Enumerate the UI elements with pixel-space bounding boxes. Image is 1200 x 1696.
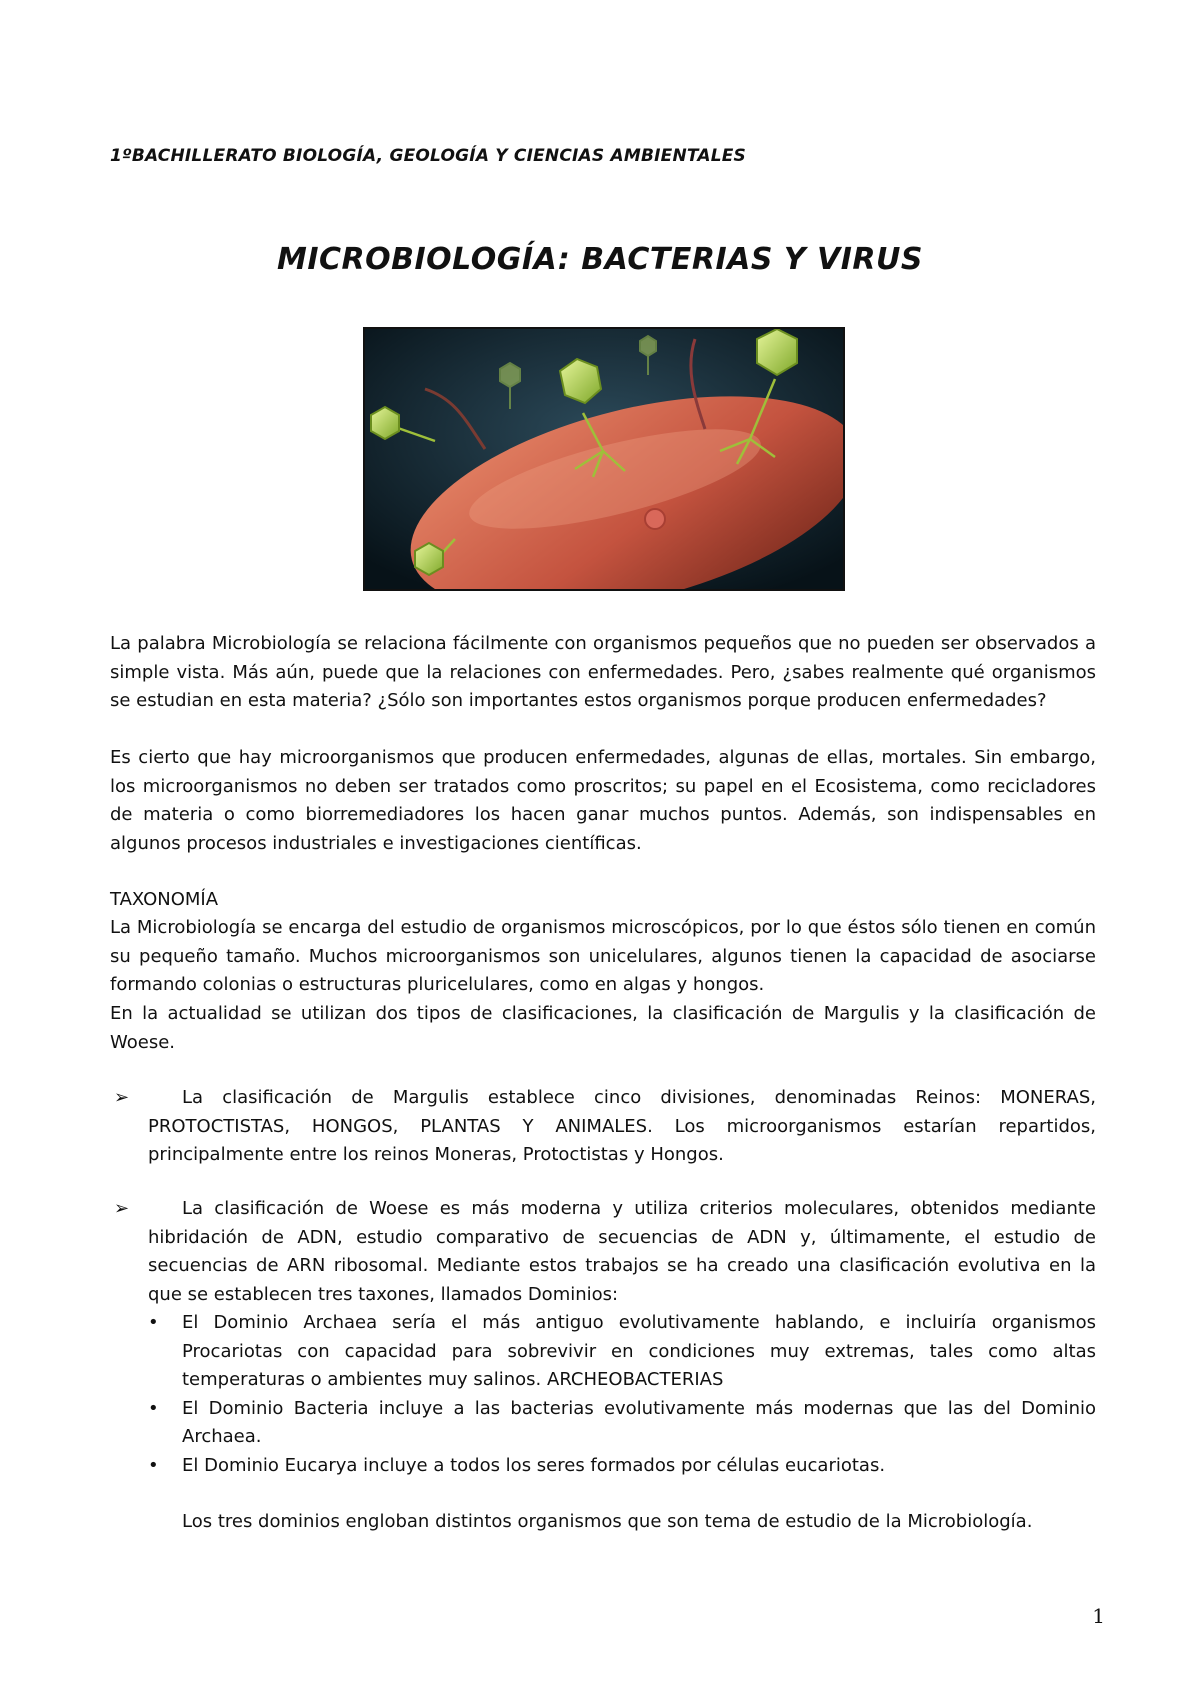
bacteriophage-illustration-icon xyxy=(365,329,843,589)
taxonomy-paragraph: La Microbiología se encarga del estudio de organismos microscópicos, por lo que éstos sólo tienen en común su pequeño tamaño. Muchos microorganismos son unicelulares, algunos tienen la capacidad de asociarse formando colonias o estructuras pluricelulares, como en algas y hongos. xyxy=(110,917,1096,995)
page-title: MICROBIOLOGÍA: BACTERIAS Y VIRUS xyxy=(277,242,923,277)
list-item-text: El Dominio Archaea sería el más antiguo evolutivamente hablando, e incluiría organismos Procariotas con capacidad para sobrevivir en condiciones muy extremas, tales como altas temperaturas o ambientes muy salinos. ARCHEOBACTERIAS xyxy=(182,1312,1096,1390)
bacteriophage-figure xyxy=(363,327,845,591)
list-item-bacteria xyxy=(148,1395,1096,1452)
arrow-bullet-icon: ➢ xyxy=(114,1198,130,1219)
taxonomy-heading: TAXONOMÍA xyxy=(110,889,219,910)
list-item-eucarya xyxy=(148,1452,1096,1481)
list-item-text: La clasificación de Margulis establece cinco divisiones, denominadas Reinos: MONERAS, PROTOCTISTAS, HONGOS, PLANTAS Y ANIMALES. Los microorganismos estarían repartidos, principalmente entre los reinos Moneras, Protoctistas y Hongos. xyxy=(148,1087,1096,1165)
intro-paragraph: La palabra Microbiología se relaciona fácilmente con organismos pequeños que no pueden ser observados a simple vista. Más aún, puede que la relaciones con enfermedades. Pero, ¿sabes realmente qué organismos se estudian en esta materia? ¿Sólo son importantes estos organismos porque producen enfermedades? xyxy=(110,633,1096,711)
microorganisms-paragraph: Es cierto que hay microorganismos que producen enfermedades, algunas de ellas, mortales. Sin embargo, los microorganismos no deben ser tratados como proscritos; su papel en el Ecosistema, como recicladores de materia o como biorremediadores los hacen ganar muchos puntos. Además, son indispensables en algunos procesos industriales e investigaciones científicas. xyxy=(110,747,1096,854)
page-number: 1 xyxy=(1092,1604,1105,1628)
list-item-text: El Dominio Bacteria incluye a las bacterias evolutivamente más modernas que las del Dominio Archaea. xyxy=(182,1397,1096,1447)
bullet-icon: • xyxy=(148,1454,159,1476)
course-header: 1ºBACHILLERATO BIOLOGÍA, GEOLOGÍA Y CIENCIAS AMBIENTALES xyxy=(110,146,746,166)
list-item-text: La clasificación de Woese es más moderna y utiliza criterios moleculares, obtenidos mediante hibridación de ADN, estudio comparativo de secuencias de ADN y, últimamente, el estudio de secuencias de ARN ribosomal. Mediante estos trabajos se ha creado una clasificación evolutiva en la que se establecen tres taxones, llamados Dominios: xyxy=(148,1198,1096,1305)
arrow-bullet-icon: ➢ xyxy=(114,1087,130,1108)
list-item-margulis xyxy=(110,1084,1096,1170)
domains-list xyxy=(148,1309,1096,1480)
bullet-icon: • xyxy=(148,1397,159,1419)
list-item-woese xyxy=(110,1195,1096,1309)
classifications-paragraph: En la actualidad se utilizan dos tipos de clasificaciones, la clasificación de Margulis y la clasificación de Woese. xyxy=(110,1003,1096,1053)
closing-paragraph: Los tres dominios engloban distintos organismos que son tema de estudio de la Microbiología. xyxy=(182,1511,1033,1532)
list-item-archaea xyxy=(148,1309,1096,1395)
list-item-text: El Dominio Eucarya incluye a todos los seres formados por células eucariotas. xyxy=(182,1454,886,1476)
bullet-icon: • xyxy=(148,1312,159,1333)
